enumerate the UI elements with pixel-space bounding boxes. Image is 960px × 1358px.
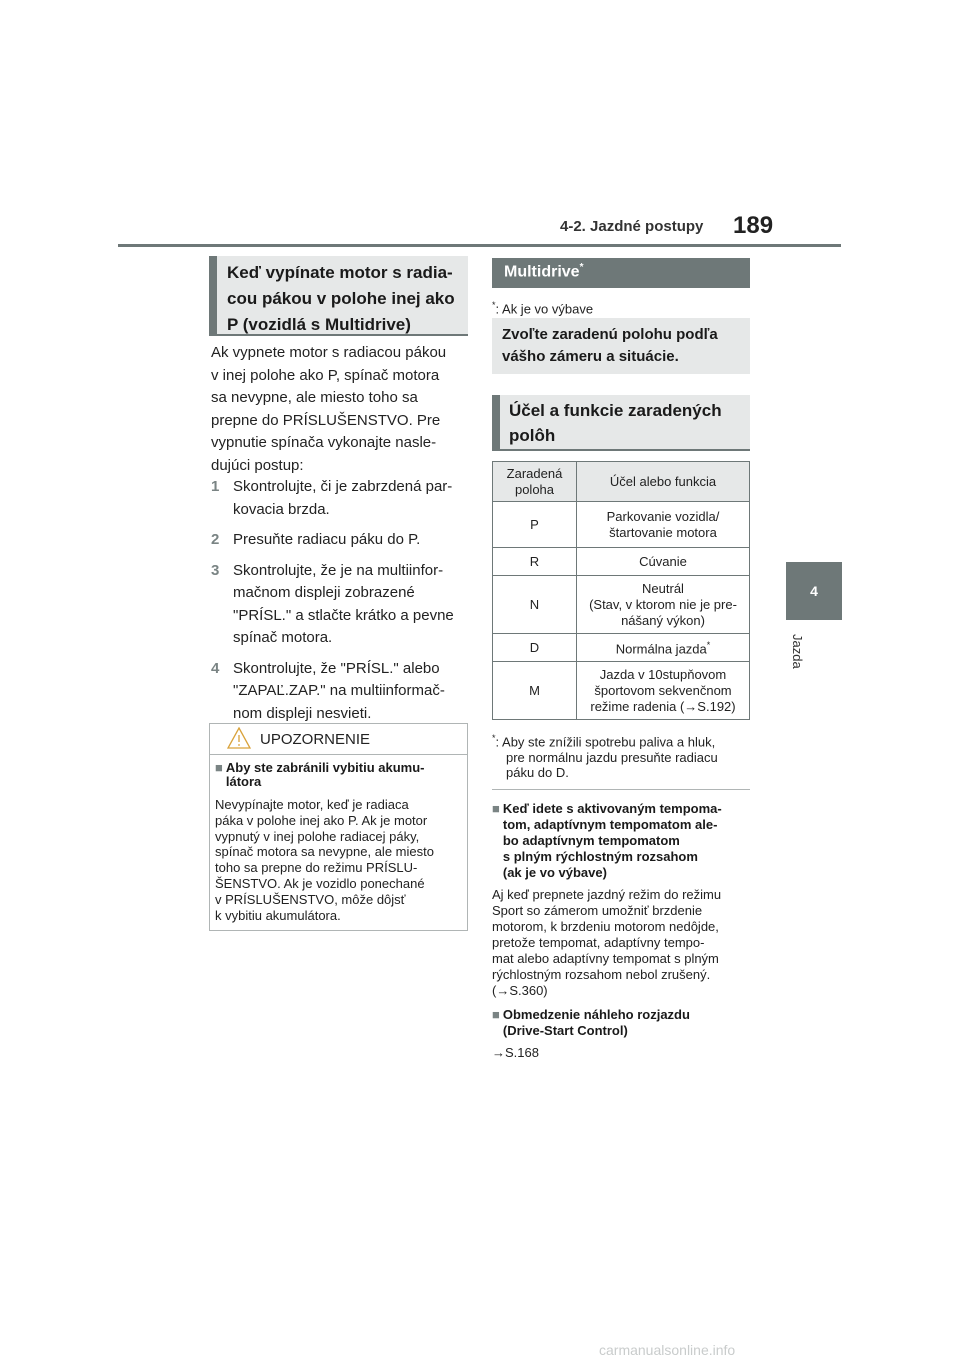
- square-bullet-icon: ■: [492, 1007, 500, 1022]
- text-line: Sport so zámerom umožniť brzdenie: [492, 903, 703, 918]
- text-line: Skontrolujte, či je zabrzdená par-: [233, 478, 453, 495]
- left-heading: [209, 256, 468, 334]
- text-line: spínač motora.: [233, 629, 333, 646]
- cruise-control-subheading: [492, 801, 750, 881]
- text-line: bo adaptívnym tempomatom: [502, 833, 680, 848]
- text-line: Aby ste zabránili vybitiu akumu-: [225, 760, 425, 775]
- text-line: dujúci postup:: [211, 456, 304, 474]
- function-cell: [577, 576, 750, 634]
- step-text: [233, 560, 473, 650]
- text-line: vypnutie spínača vykonajte nasle-: [211, 434, 437, 451]
- text-line: mačnom displeji zobrazené: [233, 584, 415, 601]
- list-item: [211, 560, 473, 650]
- text-line: kovacia brzda.: [233, 500, 330, 518]
- text-line: Skontrolujte, že "PRÍSL." alebo: [233, 659, 440, 677]
- position-cell: M: [493, 662, 577, 720]
- footnote-divider: [492, 789, 750, 790]
- heading-line: P (vozidlá s Multidrive): [227, 315, 411, 334]
- step-number: 3: [211, 561, 220, 579]
- warning-header: [210, 724, 467, 755]
- text-line: Aj keď prepnete jazdný režim do režimu: [492, 887, 722, 902]
- text-line: nášaný výkon): [621, 612, 705, 628]
- step-text: [233, 476, 473, 521]
- drive-start-control-subheading: [492, 1007, 750, 1039]
- page-reference-link[interactable]: režime radenia (→S.192): [590, 698, 736, 714]
- square-bullet-icon: ■: [492, 801, 500, 816]
- table-row: [493, 576, 750, 634]
- warning-subheading: [215, 761, 461, 789]
- page-reference-link[interactable]: →S.168: [492, 1045, 539, 1060]
- heading-line: Účel a funkcie zaradených: [509, 401, 722, 420]
- text-line: športovom sekvenčnom: [594, 682, 732, 698]
- shift-positions-table: [492, 461, 750, 720]
- text-line: sa nevypne, ale miesto toho sa: [211, 389, 418, 406]
- position-cell: N: [493, 576, 577, 634]
- text-line: Keď idete s aktivovaným tempoma-: [502, 801, 722, 816]
- warning-box: [209, 723, 468, 931]
- cruise-control-body: [492, 887, 750, 999]
- step-text: [233, 658, 473, 726]
- text-line: prepne do PRÍSLUŠENSTVO. Pre: [211, 411, 441, 429]
- text-line: Zaradená: [506, 465, 563, 481]
- text-line: "ZAPAĽ.ZAP." na multiinformač-: [233, 682, 445, 699]
- footnote-star: *: [492, 300, 496, 310]
- text-line: Zvoľte zaradenú polohu podľa: [502, 326, 718, 343]
- table-row: [493, 634, 750, 662]
- instruction-box: [492, 318, 750, 374]
- page-number: 189: [733, 212, 774, 239]
- text-line: mat alebo adaptívny tempomat s plným: [492, 951, 719, 966]
- step-number: 4: [211, 659, 220, 677]
- text-line: (Stav, v ktorom nie je pre-: [589, 596, 737, 612]
- footnote-text: : Ak je vo výbave: [495, 301, 594, 317]
- table-row: [493, 548, 750, 576]
- multidrive-title-bar: [492, 258, 750, 288]
- function-cell: [577, 634, 750, 662]
- text-line: látora: [225, 774, 262, 789]
- text-line: v inej polohe ako P, spínač motora: [211, 366, 440, 384]
- footnote-fuel: [492, 731, 750, 781]
- text-line: tom, adaptívnym tempomatom ale-: [502, 817, 718, 832]
- list-item: [211, 658, 473, 726]
- text-line: rýchlostným rozsahom nebol zrušený.: [492, 967, 711, 982]
- text-line: vášho zámeru a situácie.: [502, 348, 679, 365]
- position-cell: P: [493, 502, 577, 548]
- chapter-tab[interactable]: 4: [786, 562, 842, 620]
- table-row: [493, 662, 750, 720]
- chapter-label: [781, 630, 811, 690]
- bar-title: Multidrive: [504, 263, 580, 281]
- text-line: páku do D.: [506, 765, 569, 781]
- position-cell: D: [493, 634, 577, 662]
- text-line: Neutrál: [642, 580, 684, 596]
- text-line: vypnutý v inej polohe radiacej páky,: [215, 828, 420, 844]
- square-bullet-icon: ■: [215, 760, 223, 775]
- heading-line: polôh: [509, 426, 556, 445]
- text-line: Parkovanie vozidla/: [606, 508, 720, 524]
- text-line: (ak je vo výbave): [502, 865, 607, 880]
- text-line: Normálna jazda: [615, 641, 707, 657]
- text-line: motorom, k brzdeniu motorom nedôjde,: [492, 919, 719, 934]
- heading-underline: [492, 449, 750, 451]
- position-cell: R: [493, 548, 577, 576]
- text-line: pretože tempomat, adaptívny tempo-: [492, 935, 705, 950]
- text-line: Obmedzenie náhleho rozjazdu: [502, 1007, 690, 1022]
- text-line: s plným rýchlostným rozsahom: [502, 849, 698, 864]
- footnote-star: *: [492, 733, 496, 743]
- table-heading: [492, 395, 750, 449]
- warning-icon: [227, 727, 251, 749]
- text-line: Nevypínajte motor, keď je radiaca: [215, 797, 409, 812]
- function-cell: [577, 502, 750, 548]
- text-line: nom displeji nesvieti.: [233, 704, 372, 722]
- text-line: Skontrolujte, že je na multiinfor-: [233, 561, 444, 579]
- column-header-function: Účel alebo funkcia: [577, 462, 750, 502]
- table-header-row: [493, 462, 750, 502]
- warning-body: [215, 797, 461, 923]
- text-line: spínač motora sa nevypne, ale miesto: [215, 844, 434, 860]
- text-line: toho sa prepne do režimu PRÍSLU-: [215, 860, 418, 876]
- page-reference-link[interactable]: (→S.360): [492, 983, 548, 998]
- function-cell: [577, 662, 750, 720]
- text-line: Presuňte radiacu páku do P.: [233, 531, 421, 548]
- table-row: [493, 502, 750, 548]
- text-line: : Aby ste znížili spotrebu paliva a hluk,: [495, 734, 716, 750]
- footnote-optional: [492, 300, 593, 316]
- section-title: 4-2. Jazdné postupy: [560, 218, 704, 235]
- intro-paragraph: [211, 342, 468, 477]
- text-line: poloha: [514, 481, 555, 497]
- text-line: "PRÍSL." a stlačte krátko a pevne: [233, 606, 454, 624]
- watermark: carmanualsonline.info: [599, 1342, 736, 1358]
- text-line: k vybitiu akumulátora.: [215, 907, 341, 923]
- list-item: [211, 476, 473, 521]
- text-line: pre normálnu jazdu presuňte radiacu: [506, 749, 718, 765]
- column-header-position: [493, 462, 577, 502]
- footnote-star: *: [579, 262, 584, 273]
- text-line: páka v polohe inej ako P. Ak je motor: [215, 812, 428, 828]
- function-cell: [577, 548, 750, 576]
- text-line: (Drive-Start Control): [502, 1023, 628, 1038]
- footnote-star: *: [706, 640, 711, 651]
- list-item: [211, 529, 473, 552]
- step-number: 1: [211, 478, 220, 495]
- text-line: Ak vypnete motor s radiacou pákou: [211, 344, 447, 361]
- text-line: Jazda v 10stupňovom: [599, 666, 727, 682]
- heading-underline: [209, 334, 468, 336]
- text-line: Cúvanie: [639, 553, 687, 569]
- step-text: [233, 529, 473, 552]
- heading-line: cou pákou v polohe inej ako: [227, 289, 455, 308]
- header-divider: [118, 244, 841, 247]
- warning-title: UPOZORNENIE: [260, 731, 371, 748]
- text-line: ŠENSTVO. Ak je vozidlo ponechané: [215, 875, 425, 891]
- text-line: v PRÍSLUŠENSTVO, môže dôjsť: [215, 891, 406, 907]
- step-number: 2: [211, 531, 220, 548]
- text-line: štartovanie motora: [609, 524, 717, 540]
- heading-line: Keď vypínate motor s radia-: [227, 263, 453, 282]
- chapter-label-text: Jazda: [790, 634, 805, 669]
- steps-list: [211, 476, 473, 733]
